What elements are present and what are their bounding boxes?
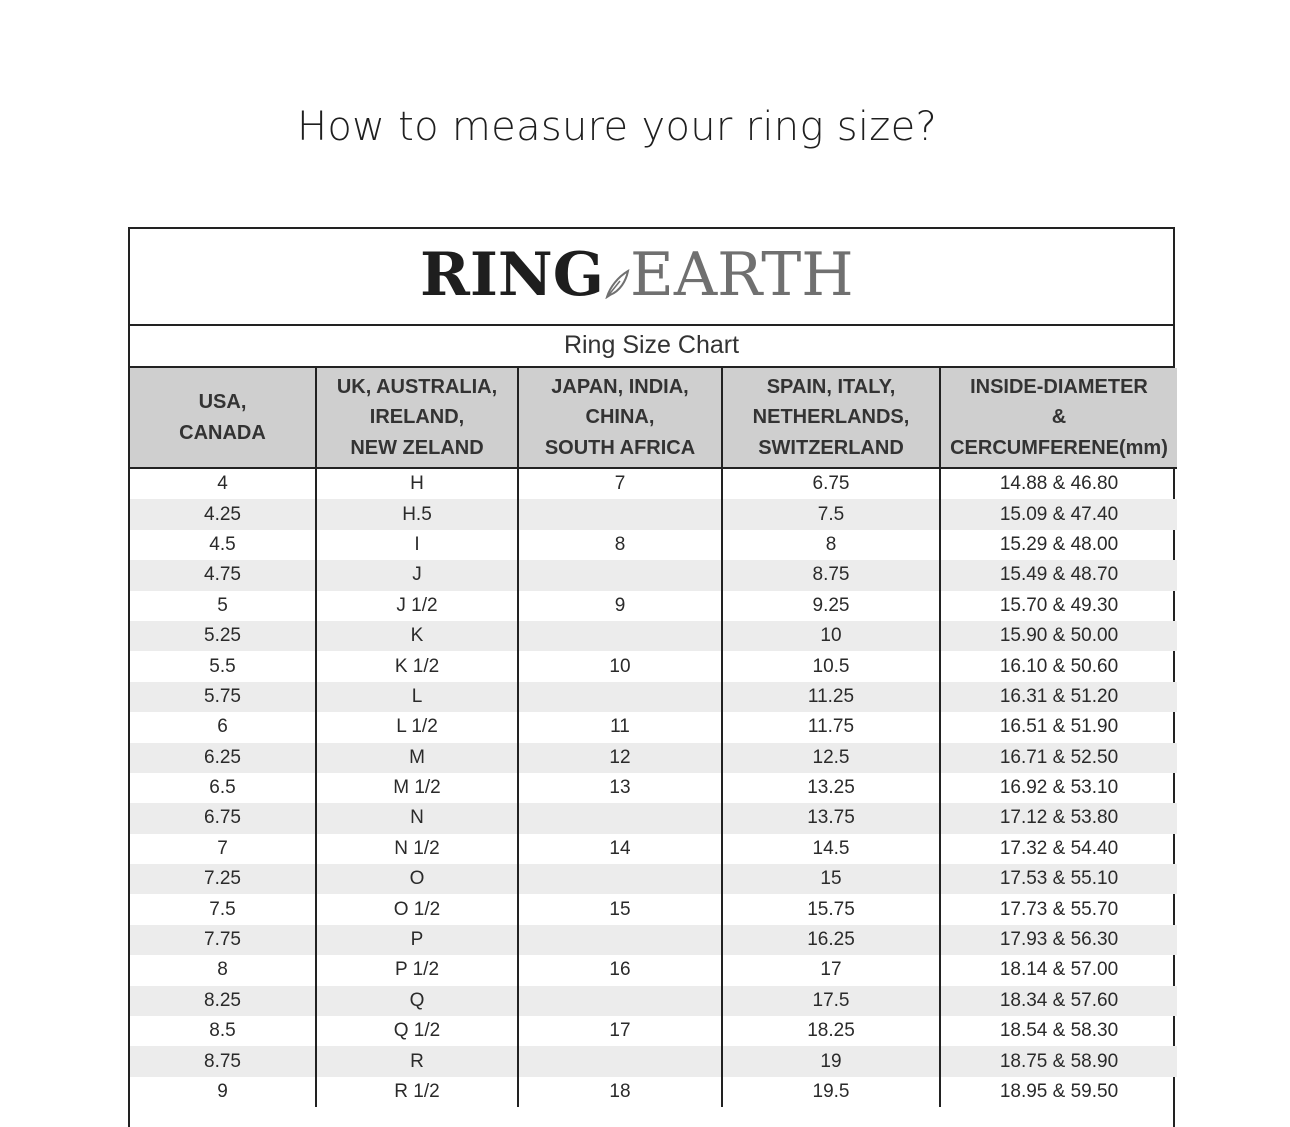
table-cell: 18 [518, 1077, 722, 1107]
table-cell: 13.75 [722, 803, 940, 833]
table-cell: 9.25 [722, 591, 940, 621]
table-cell: 15.90 & 50.00 [940, 621, 1177, 651]
logo-earth-text: EARTH [630, 240, 854, 310]
table-cell: 18.25 [722, 1016, 940, 1046]
column-header-line: CANADA [179, 421, 266, 444]
table-cell: M [316, 743, 518, 773]
table-cell: 4.25 [130, 499, 316, 529]
column-header-line: NETHERLANDS, [752, 406, 910, 429]
table-cell: 15.29 & 48.00 [940, 530, 1177, 560]
table-cell: 17.12 & 53.80 [940, 803, 1177, 833]
table-cell: 8.75 [722, 560, 940, 590]
page-title: How to measure your ring size? [296, 104, 938, 150]
table-cell: 8.5 [209, 1020, 236, 1042]
table-cell: Q 1/2 [316, 1016, 518, 1046]
table-cell: 18.95 & 59.50 [940, 1077, 1177, 1107]
table-cell: 7.5 [722, 499, 940, 529]
column-header-line: SPAIN, ITALY, [766, 375, 896, 398]
table-cell: 15 [722, 864, 940, 894]
table-row [130, 986, 1177, 1016]
table-cell [518, 682, 722, 712]
table-cell: 8.25 [130, 986, 316, 1016]
table-cell: 19.5 [722, 1077, 940, 1107]
table-cell: 17.5 [722, 986, 940, 1016]
table-cell: 9 [518, 591, 722, 621]
table-cell: 15.70 & 49.30 [940, 591, 1177, 621]
table-cell: 15 [518, 894, 722, 924]
table-cell: 17 [722, 955, 940, 985]
table-cell: 4 [217, 473, 228, 495]
table-cell: 9 [217, 1081, 228, 1102]
table-cell: 5.75 [130, 682, 316, 712]
table-cell: 8 [518, 530, 722, 560]
table-cell: 11.25 [722, 682, 940, 712]
table-cell: 11.75 [722, 712, 940, 742]
table-cell: H [316, 468, 518, 499]
table-row [130, 925, 1177, 955]
table-cell: 8 [217, 959, 228, 981]
table-cell: 16.92 & 53.10 [940, 773, 1177, 803]
table-cell: K [316, 621, 518, 651]
table-cell: H.5 [316, 499, 518, 529]
table-cell: 16 [518, 955, 722, 985]
table-cell: N 1/2 [316, 834, 518, 864]
table-cell [518, 621, 722, 651]
table-cell: Q [316, 986, 518, 1016]
column-header-line: SOUTH AFRICA [544, 436, 696, 459]
table-row [130, 1016, 1177, 1046]
table-cell: 18.34 & 57.60 [940, 986, 1177, 1016]
table-cell: 10.5 [722, 651, 940, 681]
column-header-line: SWITZERLAND [758, 436, 904, 459]
table-cell [518, 560, 722, 590]
table-cell: 17.73 & 55.70 [940, 894, 1177, 924]
table-row [130, 743, 1177, 773]
table-cell: 14 [518, 834, 722, 864]
table-cell: 16.31 & 51.20 [940, 682, 1177, 712]
table-cell: 12 [518, 743, 722, 773]
column-header-line: & [1051, 406, 1067, 429]
table-row [130, 894, 1177, 924]
table-cell: N [316, 803, 518, 833]
table-row [130, 803, 1177, 833]
table-cell: O 1/2 [316, 894, 518, 924]
table-row [130, 712, 1177, 742]
column-header [722, 368, 940, 468]
table-cell: 7 [217, 837, 228, 859]
table-cell [518, 499, 722, 529]
table-cell: 4.75 [130, 560, 316, 590]
column-header-line: IRELAND, [369, 406, 465, 429]
table-cell: 11 [518, 712, 722, 742]
column-header-line: NEW ZELAND [350, 436, 484, 459]
table-row [130, 834, 1177, 864]
table-cell [518, 1046, 722, 1076]
table-cell: M 1/2 [316, 773, 518, 803]
column-header-line: CHINA, [585, 406, 655, 429]
table-cell: K 1/2 [316, 651, 518, 681]
table-cell: 16.51 & 51.90 [940, 712, 1177, 742]
table-body [130, 468, 1177, 1107]
table-header-row [130, 368, 1177, 468]
table-cell [518, 986, 722, 1016]
table-cell: 6.25 [130, 743, 316, 773]
table-cell: 15.09 & 47.40 [940, 499, 1177, 529]
table-row [130, 773, 1177, 803]
table-cell: R [316, 1046, 518, 1076]
table-cell [518, 864, 722, 894]
table-cell: 17 [518, 1016, 722, 1046]
table-cell: 8.75 [130, 1046, 316, 1076]
table-row [130, 499, 1177, 529]
ring-size-chart [128, 227, 1175, 1127]
table-row [130, 468, 1177, 499]
table-cell: I [316, 530, 518, 560]
table-cell: 10 [722, 621, 940, 651]
table-row [130, 1077, 1177, 1107]
table-row [130, 1046, 1177, 1076]
column-header-line: JAPAN, INDIA, [551, 375, 689, 398]
table-cell: 14.5 [722, 834, 940, 864]
table-cell: 5.5 [209, 655, 236, 677]
table-cell: 5 [217, 594, 228, 616]
table-cell: 19 [722, 1046, 940, 1076]
table-cell: 7 [518, 468, 722, 499]
logo-ring-text: RING [420, 240, 605, 310]
table-row [130, 530, 1177, 560]
table-row [130, 682, 1177, 712]
column-header-line: INSIDE-DIAMETER [970, 375, 1148, 398]
column-header [940, 368, 1177, 468]
table-cell: 17.53 & 55.10 [940, 864, 1177, 894]
table-cell: 16.25 [722, 925, 940, 955]
table-cell: 12.5 [722, 743, 940, 773]
table-cell: 5.25 [130, 621, 316, 651]
table-cell: L [316, 682, 518, 712]
table-row [130, 621, 1177, 651]
ring-size-table [130, 368, 1177, 1107]
table-cell: 17.32 & 54.40 [940, 834, 1177, 864]
table-cell: 6 [217, 716, 228, 738]
table-cell: 8 [722, 530, 940, 560]
table-cell: 10 [518, 651, 722, 681]
table-cell: P [316, 925, 518, 955]
chart-subtitle: Ring Size Chart [130, 326, 1173, 368]
table-cell: 6.5 [209, 777, 236, 799]
column-header-line: USA, [198, 391, 247, 413]
column-header [518, 368, 722, 468]
table-cell: 13.25 [722, 773, 940, 803]
table-cell: 6.75 [130, 803, 316, 833]
table-cell: J [316, 560, 518, 590]
table-row [130, 864, 1177, 894]
table-cell: 16.10 & 50.60 [940, 651, 1177, 681]
table-cell: 14.88 & 46.80 [940, 468, 1177, 499]
table-row [130, 591, 1177, 621]
table-cell: 18.54 & 58.30 [940, 1016, 1177, 1046]
table-cell: J 1/2 [316, 591, 518, 621]
table-cell: 15.75 [722, 894, 940, 924]
table-cell: O [316, 864, 518, 894]
table-cell [518, 925, 722, 955]
table-cell: L 1/2 [316, 712, 518, 742]
table-cell [518, 803, 722, 833]
brand-bar [130, 229, 1173, 326]
ring-earth-logo [420, 239, 854, 311]
table-cell: 18.14 & 57.00 [940, 955, 1177, 985]
table-cell: R 1/2 [316, 1077, 518, 1107]
column-header-line: UK, AUSTRALIA, [336, 375, 498, 398]
table-row [130, 651, 1177, 681]
table-cell: 7.5 [209, 898, 236, 920]
table-cell: 17.93 & 56.30 [940, 925, 1177, 955]
column-header-line: CERCUMFERENE(mm) [950, 436, 1168, 459]
column-header [130, 368, 316, 468]
table-cell: 16.71 & 52.50 [940, 743, 1177, 773]
column-header [316, 368, 518, 468]
table-row [130, 560, 1177, 590]
table-cell: 15.49 & 48.70 [940, 560, 1177, 590]
leaf-icon [604, 269, 630, 299]
table-cell: 6.75 [722, 468, 940, 499]
table-row [130, 955, 1177, 985]
table-cell: 13 [518, 773, 722, 803]
table-cell: 7.25 [130, 864, 316, 894]
table-cell: 4.5 [209, 533, 236, 555]
table-cell: 7.75 [130, 925, 316, 955]
table-cell: 18.75 & 58.90 [940, 1046, 1177, 1076]
table-cell: P 1/2 [316, 955, 518, 985]
